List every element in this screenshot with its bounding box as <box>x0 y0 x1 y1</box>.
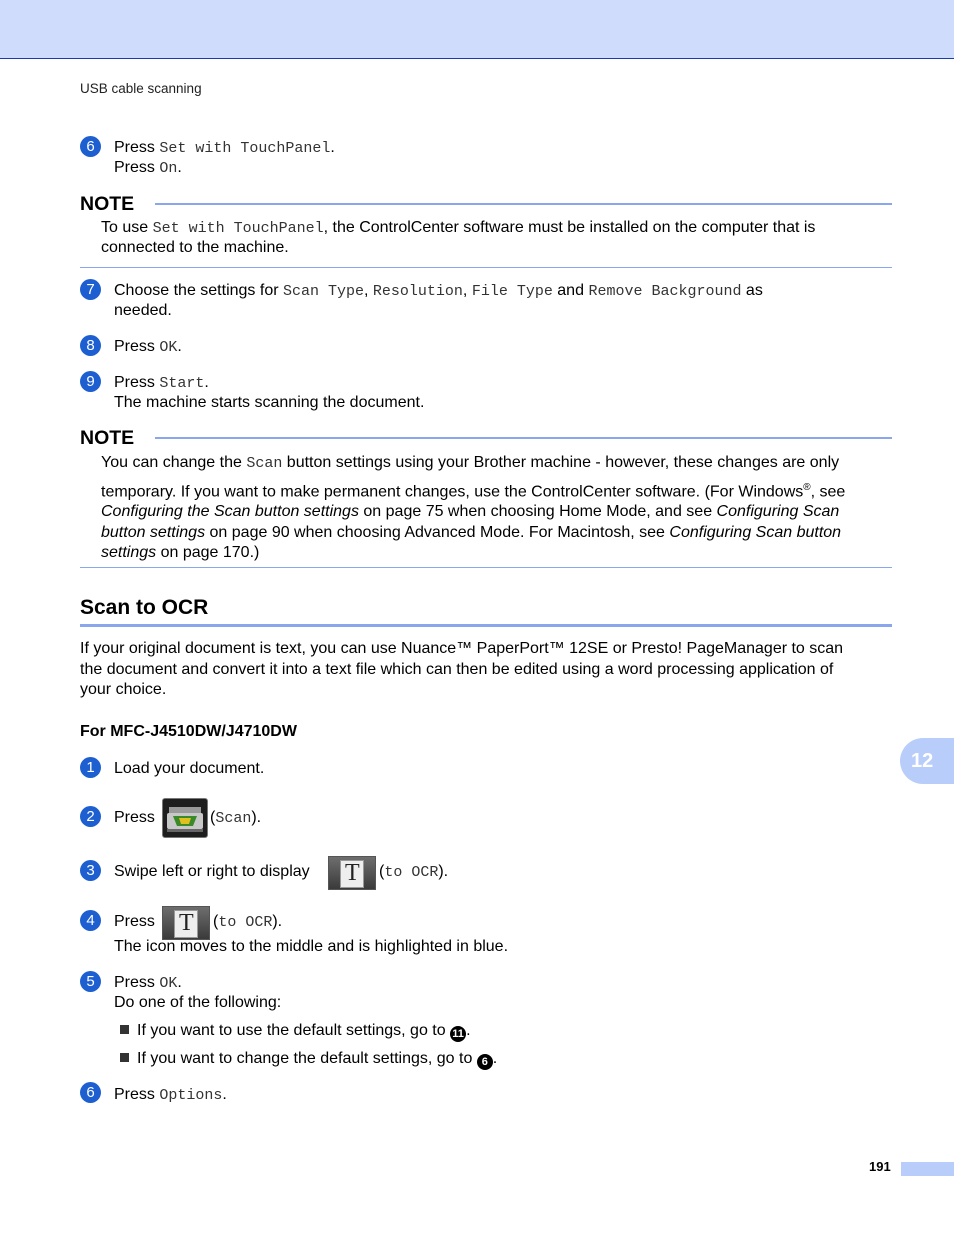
scan-code: Scan <box>215 810 252 827</box>
to-ocr-code: to OCR <box>218 914 273 931</box>
page-number-bar <box>901 1162 954 1176</box>
top-header-band <box>0 0 954 59</box>
start-code: Start <box>159 375 205 392</box>
bullet-text: If you want to change the default settings, go to <box>137 1050 473 1067</box>
press-text: Press <box>114 159 155 176</box>
note-2-line5 <box>101 543 892 564</box>
xref-link: Configuring Scan <box>716 503 840 521</box>
note-end-rule <box>80 267 892 268</box>
bullet-change: If you want to change the default settings, go to 6 . <box>120 1049 497 1070</box>
step-1-text: Load your document. <box>114 760 265 777</box>
ocr-icon <box>162 906 210 940</box>
set-with-touchpanel-code: Set with TouchPanel <box>152 220 324 237</box>
note-text: , the ControlCenter software must be installed on the computer that is <box>323 219 816 236</box>
ok-code: OK <box>159 339 178 356</box>
note-1-line1 <box>101 218 815 239</box>
page-number: 191 <box>869 1159 891 1174</box>
file-type-code: File Type <box>471 283 553 300</box>
step-3-code-wrap: (to OCR). <box>379 863 449 881</box>
chapter-tab: 12 <box>900 738 954 784</box>
note-text: on page 90 when choosing Advanced Mode. For Macintosh, see <box>209 523 665 541</box>
step-6b-line1: Press Options. <box>114 1086 227 1104</box>
scan-code: Scan <box>246 455 283 472</box>
step-badge-9: 9 <box>80 371 101 392</box>
xref-link: button settings <box>101 523 206 541</box>
section-rule <box>80 624 892 627</box>
bullet-default: If you want to use the default settings, go to 11 . <box>120 1021 471 1042</box>
note-text: , see <box>810 482 846 500</box>
step-7-line1: Choose the settings for Scan Type, Resolution, File Type and Remove Background as <box>114 282 763 300</box>
xref-link: settings <box>101 544 157 562</box>
model-subtitle: For MFC-J4510DW/J4710DW <box>80 723 297 740</box>
options-code: Options <box>159 1087 223 1104</box>
intro-line: If your original document is text, you can use Nuance™ PaperPort™ 12SE or Presto! PageManager to scan <box>80 640 844 657</box>
step-9-line1: Press Start. <box>114 374 209 392</box>
scan-type-code: Scan Type <box>283 283 365 300</box>
step-text: as <box>745 282 763 299</box>
note-text: To use <box>101 219 149 236</box>
note-end-rule <box>80 567 892 568</box>
step-8-line1: Press OK. <box>114 338 182 356</box>
step-5-line2: Do one of the following: <box>114 994 282 1011</box>
note-text: You can change the <box>101 454 242 471</box>
press-text: Press <box>114 374 155 391</box>
bullet-text: If you want to use the default settings, go to <box>137 1022 446 1039</box>
note-text: button settings using your Brother machine - however, these changes are only <box>286 454 840 471</box>
note-text: temporary. If you want to make permanent changes, use the ControlCenter software. (For Windows <box>101 482 804 500</box>
press-text: Press <box>114 974 155 991</box>
step-badge-2: 2 <box>80 806 101 827</box>
press-text: Press <box>114 338 155 355</box>
intro-line: your choice. <box>80 681 167 698</box>
step-badge-7: 7 <box>80 279 101 300</box>
note-2-line2 <box>101 478 892 503</box>
step-4-code-wrap: (to OCR). <box>213 913 283 931</box>
step-ref-11: 11 <box>450 1026 466 1042</box>
scan-icon <box>162 798 208 838</box>
note-1-line2: connected to the machine. <box>101 239 289 256</box>
note-title: NOTE <box>80 427 135 449</box>
step-4-press: Press <box>114 913 155 930</box>
on-code: On <box>159 160 178 177</box>
step-5-line1: Press OK. <box>114 974 182 992</box>
ocr-page-icon: T <box>340 860 364 888</box>
step-3-text: Swipe left or right to display <box>114 863 310 880</box>
ocr-page-icon: T <box>174 910 198 938</box>
step-badge-4: 4 <box>80 910 101 931</box>
step-badge-6b: 6 <box>80 1082 101 1103</box>
press-text: Press <box>114 139 155 156</box>
remove-background-code: Remove Background <box>588 283 742 300</box>
step-text: and <box>557 282 584 299</box>
step-badge-5: 5 <box>80 971 101 992</box>
note-2-line4 <box>101 523 892 544</box>
note-text: on page 75 when choosing Home Mode, and see <box>363 503 713 521</box>
resolution-code: Resolution <box>372 283 463 300</box>
intro-line: the document and convert it into a text file which can then be edited using a word processing application of <box>80 660 834 678</box>
note-text: on page 170.) <box>160 544 260 562</box>
step-badge-8: 8 <box>80 335 101 356</box>
note-title: NOTE <box>80 193 135 215</box>
registered-mark: ® <box>803 481 811 493</box>
step-ref-6: 6 <box>477 1054 493 1070</box>
ocr-icon <box>328 856 376 890</box>
step-2-press: Press <box>114 809 155 826</box>
bullet-square <box>120 1025 129 1034</box>
to-ocr-code: to OCR <box>384 864 439 881</box>
note-rule <box>155 437 892 439</box>
step-7-line2: needed. <box>114 302 172 319</box>
step-text: Choose the settings for <box>114 282 279 299</box>
running-header: USB cable scanning <box>80 81 202 96</box>
section-intro <box>80 639 892 701</box>
xref-link: Configuring Scan button <box>669 523 842 541</box>
note-2-line3 <box>101 502 892 523</box>
step-9-line2: The machine starts scanning the document. <box>114 394 425 411</box>
ok-code: OK <box>159 975 178 992</box>
press-text: Press <box>114 1086 155 1103</box>
note-rule <box>155 203 892 205</box>
section-title: Scan to OCR <box>80 596 209 619</box>
step-badge-6: 6 <box>80 136 101 157</box>
note-2-body <box>101 453 892 564</box>
step-6-line2: Press On. <box>114 159 182 177</box>
set-with-touchpanel-code: Set with TouchPanel <box>159 140 331 157</box>
xref-link: Configuring the Scan button settings <box>101 503 359 521</box>
note-2-line1 <box>101 453 892 475</box>
step-badge-1: 1 <box>80 757 101 778</box>
bullet-square <box>120 1053 129 1062</box>
step-2-code-wrap: (Scan). <box>210 809 262 827</box>
step-badge-3: 3 <box>80 860 101 881</box>
step-4-line2: The icon moves to the middle and is highlighted in blue. <box>114 938 509 955</box>
step-6-line1: Press Set with TouchPanel. <box>114 139 335 157</box>
